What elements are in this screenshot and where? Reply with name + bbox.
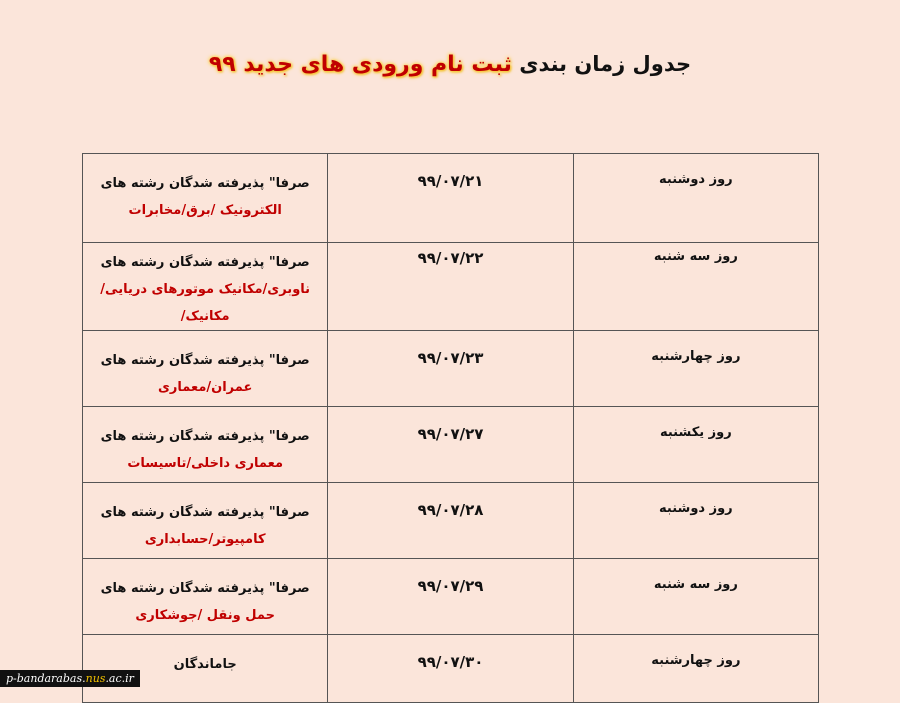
description-text: صرفا" پذیرفته شدگان رشته های bbox=[100, 505, 310, 520]
date-cell: ۹۹/۰۷/۲۱ bbox=[328, 154, 573, 243]
day-cell: روز چهارشنبه bbox=[573, 635, 818, 703]
description-cell bbox=[83, 243, 328, 331]
day-cell: روز سه شنبه bbox=[573, 243, 818, 331]
date-cell: ۹۹/۰۷/۲۹ bbox=[328, 559, 573, 635]
fields-text: کامپیوتر/حسابداری bbox=[144, 532, 266, 547]
description-text: صرفا" پذیرفته شدگان رشته های bbox=[100, 353, 310, 368]
fields-text: الکترونیک /برق/مخابرات bbox=[128, 203, 282, 218]
description-cell bbox=[83, 154, 328, 243]
description-cell bbox=[83, 635, 328, 703]
date-cell: ۹۹/۰۷/۲۳ bbox=[328, 331, 573, 407]
site-watermark bbox=[0, 670, 140, 687]
table-row bbox=[83, 635, 819, 703]
description-text: صرفا" پذیرفته شدگان رشته های bbox=[100, 176, 310, 191]
date-cell: ۹۹/۰۷/۳۰ bbox=[328, 635, 573, 703]
fields-text: ناوبری/مکانیک موتورهای دریایی/مکانیک/ bbox=[100, 282, 311, 324]
description-cell bbox=[83, 407, 328, 483]
title-highlight: ثبت نام ورودی های جدید ۹۹ bbox=[208, 52, 512, 77]
date-cell: ۹۹/۰۷/۲۷ bbox=[328, 407, 573, 483]
day-cell: روز یکشنبه bbox=[573, 407, 818, 483]
table-row bbox=[83, 243, 819, 331]
table-row bbox=[83, 559, 819, 635]
table-row bbox=[83, 154, 819, 243]
day-cell: روز چهارشنبه bbox=[573, 331, 818, 407]
table-row bbox=[83, 407, 819, 483]
watermark-domain-accent: nus bbox=[85, 672, 106, 685]
watermark-domain-start: p-bandarabas. bbox=[6, 672, 86, 685]
fields-text: معماری داخلی/تاسیسات bbox=[127, 456, 283, 471]
day-cell: روز دوشنبه bbox=[573, 154, 818, 243]
description-text: صرفا" پذیرفته شدگان رشته های bbox=[100, 429, 310, 444]
title-prefix: جدول زمان بندی bbox=[519, 52, 692, 76]
description-text: صرفا" پذیرفته شدگان رشته های bbox=[100, 581, 310, 596]
description-text: جاماندگان bbox=[173, 657, 237, 672]
page-title bbox=[0, 52, 900, 77]
description-cell bbox=[83, 331, 328, 407]
description-cell bbox=[83, 483, 328, 559]
date-cell: ۹۹/۰۷/۲۲ bbox=[328, 243, 573, 331]
date-cell: ۹۹/۰۷/۲۸ bbox=[328, 483, 573, 559]
table-row bbox=[83, 331, 819, 407]
description-text: صرفا" پذیرفته شدگان رشته های bbox=[100, 255, 310, 270]
schedule-table bbox=[82, 153, 819, 703]
watermark-domain-end: .ac.ir bbox=[105, 672, 134, 685]
description-cell bbox=[83, 559, 328, 635]
table-row bbox=[83, 483, 819, 559]
day-cell: روز دوشنبه bbox=[573, 483, 818, 559]
fields-text: عمران/معماری bbox=[157, 380, 253, 395]
fields-text: حمل ونقل /جوشکاری bbox=[135, 608, 275, 623]
day-cell: روز سه شنبه bbox=[573, 559, 818, 635]
